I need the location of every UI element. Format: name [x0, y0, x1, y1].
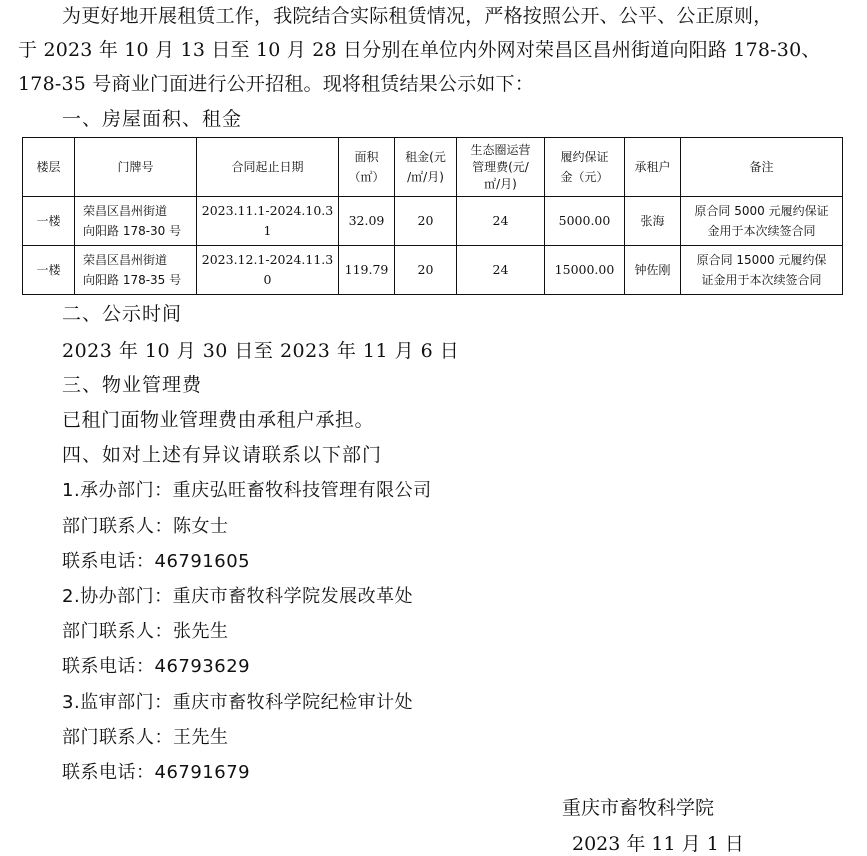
cell-tenant: 钟佐刚 — [625, 246, 681, 295]
cell-fee: 24 — [457, 197, 545, 246]
cell-address-line-2: 向阳路 178-35 号 — [83, 273, 182, 287]
cell-period: 2023.11.1-2024.10.31 — [197, 197, 339, 246]
header-deposit — [545, 138, 625, 197]
cell-area: 119.79 — [339, 246, 395, 295]
notice-period: 2023 年 10 月 30 日至 2023 年 11 月 6 日 — [62, 340, 460, 362]
property-fee-text: 已租门面物业管理费由承租户承担。 — [62, 409, 375, 431]
header-deposit-line-1: 履约保证 — [560, 150, 609, 164]
cell-address — [75, 197, 197, 246]
cell-remark — [681, 246, 843, 295]
cell-remark-line-2: 证金用于本次续签合同 — [701, 273, 822, 287]
section-2-title: 二、公示时间 — [62, 303, 183, 325]
contact-phone-2: 联系电话：46793629 — [62, 656, 251, 677]
header-fee-line-2: 管理费(元/ — [472, 159, 529, 174]
rental-result-table — [22, 137, 843, 295]
header-rent-line-2: /㎡/月) — [407, 170, 444, 184]
contact-person-1: 部门联系人：陈女士 — [62, 516, 229, 537]
section-3-title: 三、物业管理费 — [62, 374, 203, 396]
table-row — [23, 246, 843, 295]
section-4-title: 四、如对上述有异议请联系以下部门 — [62, 444, 383, 466]
contact-dept-2: 2.协办部门：重庆市畜牧科学院发展改革处 — [62, 586, 414, 607]
contact-dept-3: 3.监审部门：重庆市畜牧科学院纪检审计处 — [62, 692, 414, 713]
cell-remark — [681, 197, 843, 246]
contact-dept-1: 1.承办部门：重庆弘旺畜牧科技管理有限公司 — [62, 480, 432, 501]
cell-rent: 20 — [395, 197, 457, 246]
header-address: 门牌号 — [75, 138, 197, 197]
cell-address-line-2: 向阳路 178-30 号 — [83, 224, 182, 238]
header-tenant: 承租户 — [625, 138, 681, 197]
cell-deposit: 5000.00 — [545, 197, 625, 246]
intro-line-3: 178-35 号商业门面进行公开招租。现将租赁结果公示如下： — [18, 73, 534, 95]
table-header-row — [23, 138, 843, 197]
header-remark: 备注 — [681, 138, 843, 197]
cell-floor: 一楼 — [23, 197, 75, 246]
section-1-title: 一、房屋面积、租金 — [62, 108, 243, 130]
header-area-line-2: （㎡） — [348, 170, 385, 184]
cell-rent: 20 — [395, 246, 457, 295]
cell-area: 32.09 — [339, 197, 395, 246]
cell-remark-line-2: 金用于本次续签合同 — [707, 224, 816, 238]
intro-line-2: 于 2023 年 10 月 13 日至 10 月 28 日分别在单位内外网对荣昌区昌州街道向阳路 178-30、 — [18, 39, 821, 61]
header-rent-line-1: 租金(元 — [405, 150, 446, 164]
header-fee-line-1: 生态圈运营 — [470, 142, 531, 157]
header-area-line-1: 面积 — [354, 150, 379, 164]
header-deposit-line-2: 金（元） — [560, 170, 609, 184]
header-floor: 楼层 — [23, 138, 75, 197]
header-fee — [457, 138, 545, 197]
contact-phone-1: 联系电话：46791605 — [62, 551, 251, 572]
cell-address-line-1: 荣昌区昌州街道 — [83, 204, 168, 218]
contact-person-3: 部门联系人：王先生 — [62, 727, 229, 748]
contact-phone-3: 联系电话：46791679 — [62, 762, 251, 783]
cell-remark-line-1: 原合同 15000 元履约保 — [696, 253, 827, 267]
header-period: 合同起止日期 — [197, 138, 339, 197]
cell-remark-line-1: 原合同 5000 元履约保证 — [694, 204, 829, 218]
signature-date: 2023 年 11 月 1 日 — [572, 833, 744, 855]
intro-line-1: 为更好地开展租赁工作，我院结合实际租赁情况，严格按照公开、公平、公正原则， — [62, 5, 773, 27]
cell-floor: 一楼 — [23, 246, 75, 295]
cell-deposit: 15000.00 — [545, 246, 625, 295]
contact-person-2: 部门联系人：张先生 — [62, 621, 229, 642]
table-row — [23, 197, 843, 246]
signature-org: 重庆市畜牧科学院 — [562, 797, 715, 819]
header-rent — [395, 138, 457, 197]
cell-tenant: 张海 — [625, 197, 681, 246]
cell-address — [75, 246, 197, 295]
cell-fee: 24 — [457, 246, 545, 295]
header-area — [339, 138, 395, 197]
cell-address-line-1: 荣昌区昌州街道 — [83, 253, 168, 267]
cell-period: 2023.12.1-2024.11.30 — [197, 246, 339, 295]
header-fee-line-3: ㎡/月) — [484, 176, 517, 191]
